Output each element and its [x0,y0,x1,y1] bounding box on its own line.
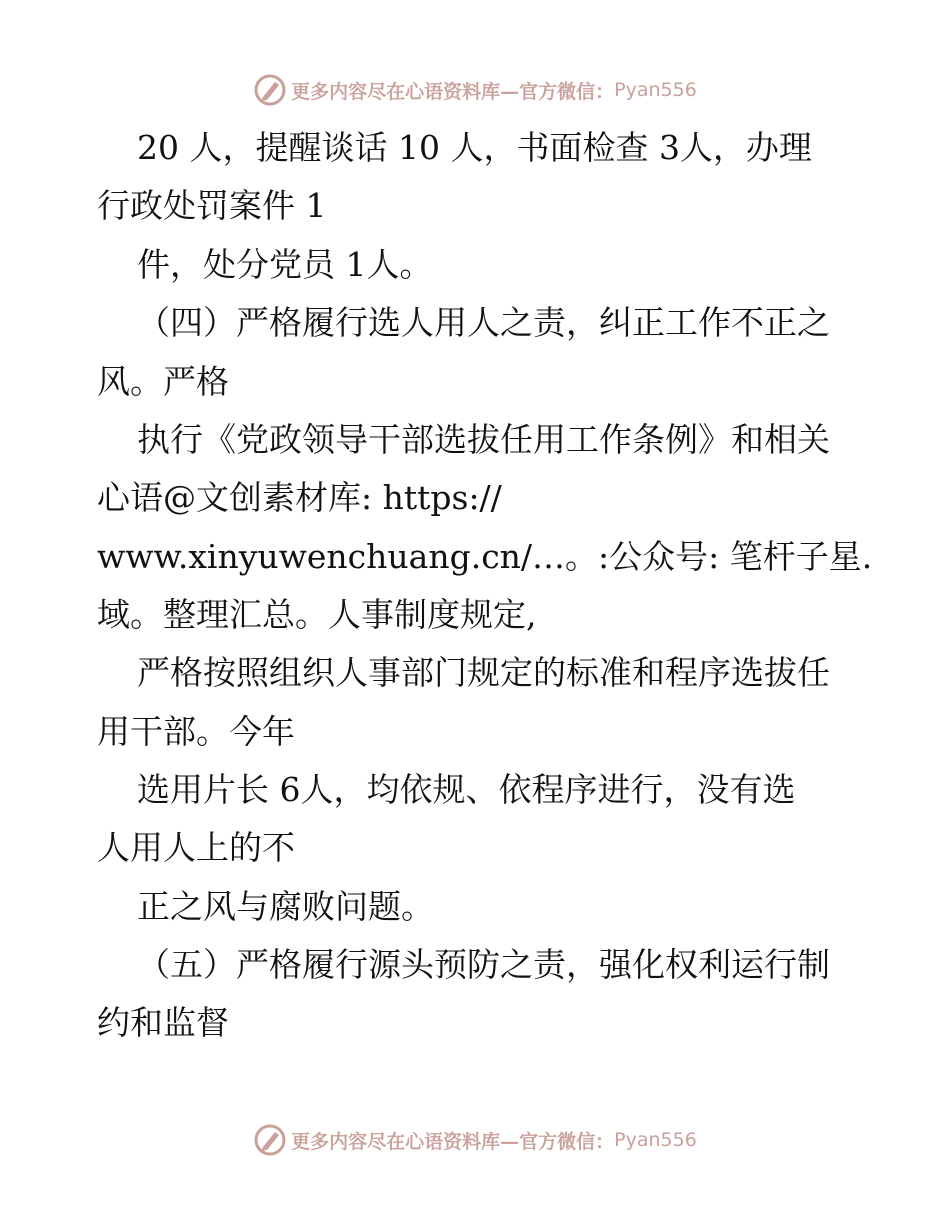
body-line: （五）严格履行源头预防之责，强化权利运行制 [137,945,830,984]
pen-circle-logo-icon [253,1123,287,1157]
body-line: 选用片长 6人，均依规、依程序进行，没有选 [137,770,796,809]
body-line: 风。严格 [97,362,229,401]
body-line: 件，处分党员 1人。 [137,245,433,284]
body-line: 人用人上的不 [97,828,295,867]
body-line: 严格按照组织人事部门规定的标准和程序选拔任 [137,653,830,692]
watermark-text: 更多内容尽在心语资料库—官方微信： [291,80,615,103]
body-line: 正之风与腐败问题。 [137,887,434,926]
footer-watermark [0,1120,950,1160]
body-line: （四）严格履行选人用人之责，纠正工作不正之 [137,303,830,342]
body-line: www.xinyuwenchuang.cn/…。:公众号: 笔杆子星. [97,537,873,576]
body-line: 20 人，提醒谈话 10 人，书面检查 3人，办理 [137,128,812,167]
body-line: 行政处罚案件 1 [97,186,327,225]
body-line: 心语@文创素材库: https:// [97,478,502,517]
body-line: 执行《党政领导干部选拔任用工作条例》和相关 [137,420,830,459]
watermark-brand: Pyan556 [614,79,697,101]
body-line: 用干部。今年 [97,712,295,751]
body-line: 域。整理汇总。人事制度规定, [97,595,537,634]
watermark-text: 更多内容尽在心语资料库—官方微信： [291,1130,615,1153]
watermark-brand: Pyan556 [614,1129,697,1151]
body-line: 约和监督 [97,1003,229,1042]
